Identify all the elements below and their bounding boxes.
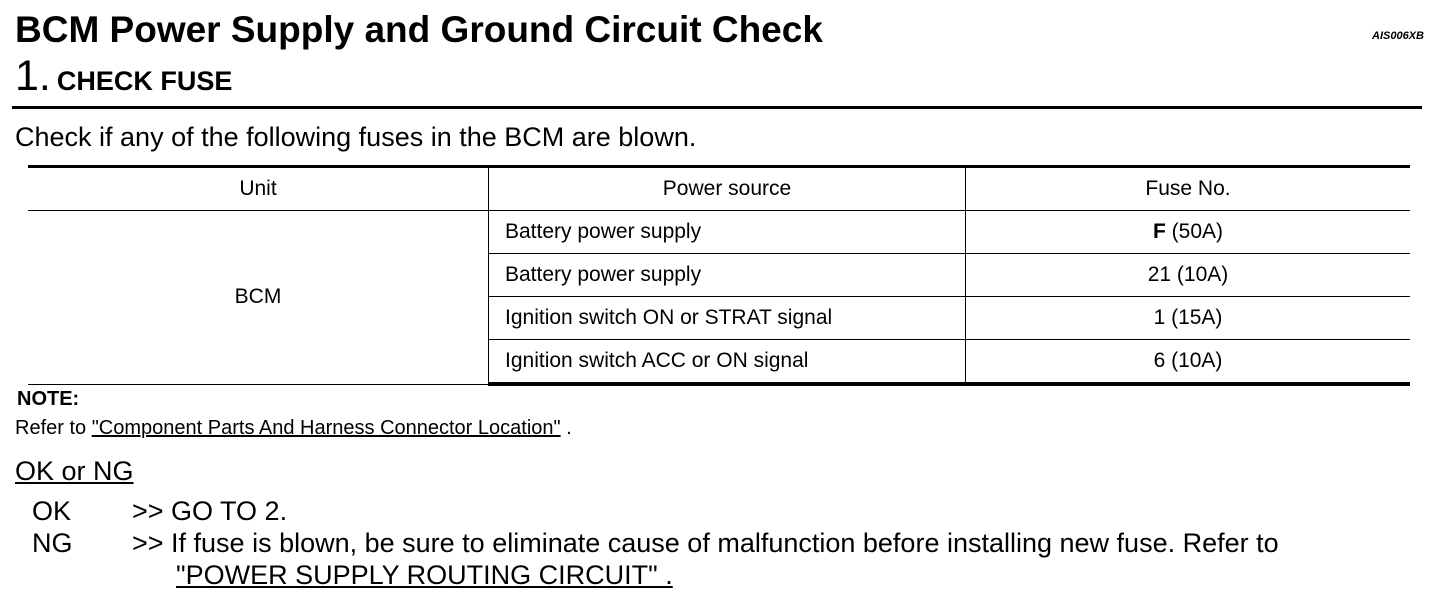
unit-cell: BCM xyxy=(28,211,489,385)
fuse-cell: 6 (10A) xyxy=(966,340,1411,385)
divider xyxy=(12,106,1422,109)
ok-label: OK xyxy=(32,496,72,526)
ng-action: >> If fuse is blown, be sure to eliminate cause of malfunction before installing new fuse. Refer to xyxy=(132,528,1279,558)
ng-link-line xyxy=(176,560,673,591)
fuse-table xyxy=(28,165,1410,386)
note-suffix: . xyxy=(560,417,572,439)
figure-code: AIS006XB xyxy=(1372,30,1424,42)
power-source-cell: Battery power supply xyxy=(489,211,966,254)
power-source-cell: Ignition switch ON or STRAT signal xyxy=(489,297,966,340)
power-supply-routing-link[interactable]: "POWER SUPPLY ROUTING CIRCUIT" . xyxy=(176,560,673,590)
table-row xyxy=(28,211,1410,254)
table-header-row xyxy=(28,167,1410,211)
column-header-power-source: Power source xyxy=(489,167,966,211)
note-heading: NOTE: xyxy=(17,388,80,410)
component-parts-link[interactable]: "Component Parts And Harness Connector Location" xyxy=(91,417,561,439)
note-text xyxy=(15,417,572,440)
fuse-cell: 21 (10A) xyxy=(966,254,1411,297)
fuse-letter: F xyxy=(1152,220,1166,243)
fuse-cell: 1 (15A) xyxy=(966,297,1411,340)
step-number: 1. xyxy=(15,52,51,100)
column-header-unit: Unit xyxy=(28,167,489,211)
fuse-rating: (50A) xyxy=(1165,220,1223,243)
fuse-cell xyxy=(966,211,1411,254)
column-header-fuse-no: Fuse No. xyxy=(966,167,1411,211)
power-source-cell: Ignition switch ACC or ON signal xyxy=(489,340,966,385)
intro-text: Check if any of the following fuses in the BCM are blown. xyxy=(15,122,697,152)
power-source-cell: Battery power supply xyxy=(489,254,966,297)
note-prefix: Refer to xyxy=(15,417,92,439)
results-heading: OK or NG xyxy=(15,456,134,486)
ok-action: >> GO TO 2. xyxy=(132,496,288,526)
step-title: CHECK FUSE xyxy=(56,66,233,96)
page-title: BCM Power Supply and Ground Circuit Check xyxy=(15,9,823,50)
ng-label: NG xyxy=(32,528,73,558)
step-heading xyxy=(15,52,232,110)
